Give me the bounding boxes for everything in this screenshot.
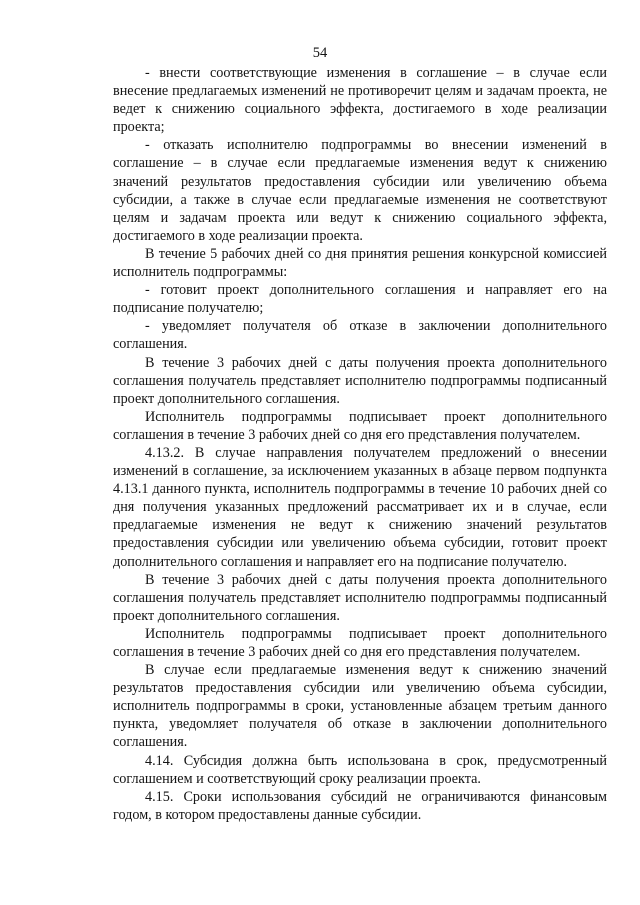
document-body xyxy=(113,64,607,824)
page-number: 54 xyxy=(312,45,328,61)
paragraph-4-14: 4.14. Субсидия должна быть использована в срок, предусмотренный соглашением и соответствующий сроку реализации проекта. xyxy=(113,752,607,787)
paragraph-five-working-days: В течение 5 рабочих дней со дня принятия решения конкурсной комиссией исполнитель подпрограммы: xyxy=(113,245,607,281)
paragraph-4-15: 4.15. Сроки использования субсидий не ограничиваются финансовым годом, в котором предоставлены данные субсидии. xyxy=(113,788,607,823)
paragraph-executor-signs: Исполнитель подпрограммы подписывает проект дополнительного соглашения в течение 3 рабочих дней со дня его представления получателем. xyxy=(113,408,607,443)
paragraph-recipient-submits: В течение 3 рабочих дней с даты получения проекта дополнительного соглашения получатель представляет исполнителю подпрограммы подписанный проект дополнительного соглашения. xyxy=(113,354,607,407)
paragraph-prepare-draft: - готовит проект дополнительного соглашения и направляет его на подписание получателю; xyxy=(113,282,607,317)
paragraph-recipient-submits-2: В течение 3 рабочих дней с даты получения проекта дополнительного соглашения получатель представляет исполнителю подпрограммы подписанный проект дополнительного соглашения. xyxy=(113,571,607,624)
paragraph-refusal-notice: В случае если предлагаемые изменения ведут к снижению значений результатов предоставления субсидии или увеличению объема субсидии, исполнитель подпрограммы в сроки, установленные абзацем третьим данного пункта, уведомляет получателя об отказе в заключении дополнительного соглашения. xyxy=(113,662,607,751)
paragraph-amend-agreement: - внести соответствующие изменения в соглашение – в случае если внесение предлагаемых изменений не противоречит целям и задачам проекта, не ведет к снижению социального эффекта, достигаемого в ходе реализации проекта; xyxy=(113,65,607,136)
paragraph-notify-refusal: - уведомляет получателя об отказе в заключении дополнительного соглашения. xyxy=(113,318,607,353)
paragraph-4-13-2: 4.13.2. В случае направления получателем предложений о внесении изменений в соглашение, за исключением указанных в абзаце первом подпункта 4.13.1 данного пункта, исполнитель подпрограммы в течение 10 рабочих дней со дня получения указанных предложений рассматривает их и в случае, если предлагаемые изменения не ведут к снижению значений результатов предоставления субсидии или увеличению объема субсидии, готовит проект дополнительного соглашения и направляет его на подписание получателю. xyxy=(113,444,607,570)
paragraph-refuse-amendment: - отказать исполнителю подпрограммы во внесении изменений в соглашение – в случае если предлагаемые изменения ведут к снижению значений результатов предоставления субсидии или увеличению объема субсидии, а также в случае если предлагаемые изменения не соответствуют целям и задачам проекта или ведут к снижению социального эффекта, достигаемого в ходе реализации проекта. xyxy=(113,137,607,244)
paragraph-executor-signs-2: Исполнитель подпрограммы подписывает проект дополнительного соглашения в течение 3 рабочих дней со дня его представления получателем. xyxy=(113,625,607,660)
